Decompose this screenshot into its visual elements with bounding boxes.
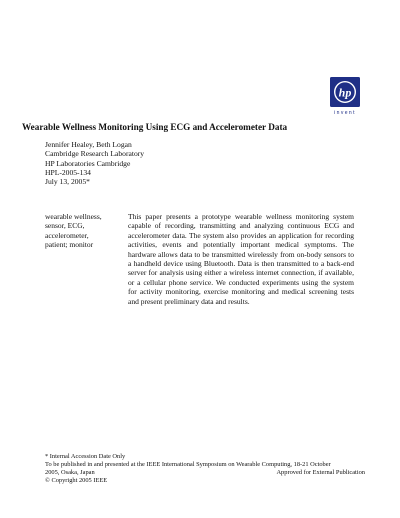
logo-tagline: invent [334, 110, 356, 116]
report-title: Wearable Wellness Monitoring Using ECG and Accelerometer Data [22, 122, 288, 132]
author-names: Jennifer Healey, Beth Logan [45, 140, 132, 149]
svg-text:hp: hp [338, 85, 352, 100]
author-block [45, 140, 345, 186]
report-id: HPL-2005-134 [45, 167, 91, 177]
author-org: HP Laboratories Cambridge [45, 158, 131, 168]
hp-logo-graphic [330, 77, 360, 107]
report-date: July 13, 2005* [45, 177, 90, 187]
publication-row [45, 469, 365, 477]
hp-logo-icon [330, 77, 360, 107]
keyword-line: wearable wellness, [45, 212, 102, 221]
publication-line: To be published in and presented at the IEEE International Symposium on Wearable Computing, 18-21 October [45, 461, 331, 468]
keyword-line: accelerometer, [45, 230, 89, 240]
accession-note: * Internal Accession Date Only [45, 453, 126, 460]
approval-note: Approved for External Publication [276, 469, 365, 476]
abstract: This paper presents a prototype wearable wellness monitoring system capable of recording, transmitting and analyzing continuous ECG and accelerometer data. The system also provides an application for recording activities, events and potentially important medical symptoms. The hardware allows data to be transmitted wirelessly from on-body sensors to a handheld device using Bluetooth. Data is then transmitted to a back-end server for analysis using either a wireless internet connection, if available, or a cellular phone service. We conducted experiments using the system for activity monitoring, exercise monitoring and medical screening tests and present preliminary data and results. [128, 212, 354, 306]
author-lab: Cambridge Research Laboratory [45, 149, 145, 159]
keyword-line: sensor, ECG, [45, 221, 85, 231]
keywords [45, 212, 121, 250]
publication-venue: 2005, Osaka, Japan [45, 469, 95, 476]
footer [45, 453, 365, 485]
keyword-line: patient; monitor [45, 240, 94, 250]
copyright: © Copyright 2005 IEEE [45, 477, 108, 484]
